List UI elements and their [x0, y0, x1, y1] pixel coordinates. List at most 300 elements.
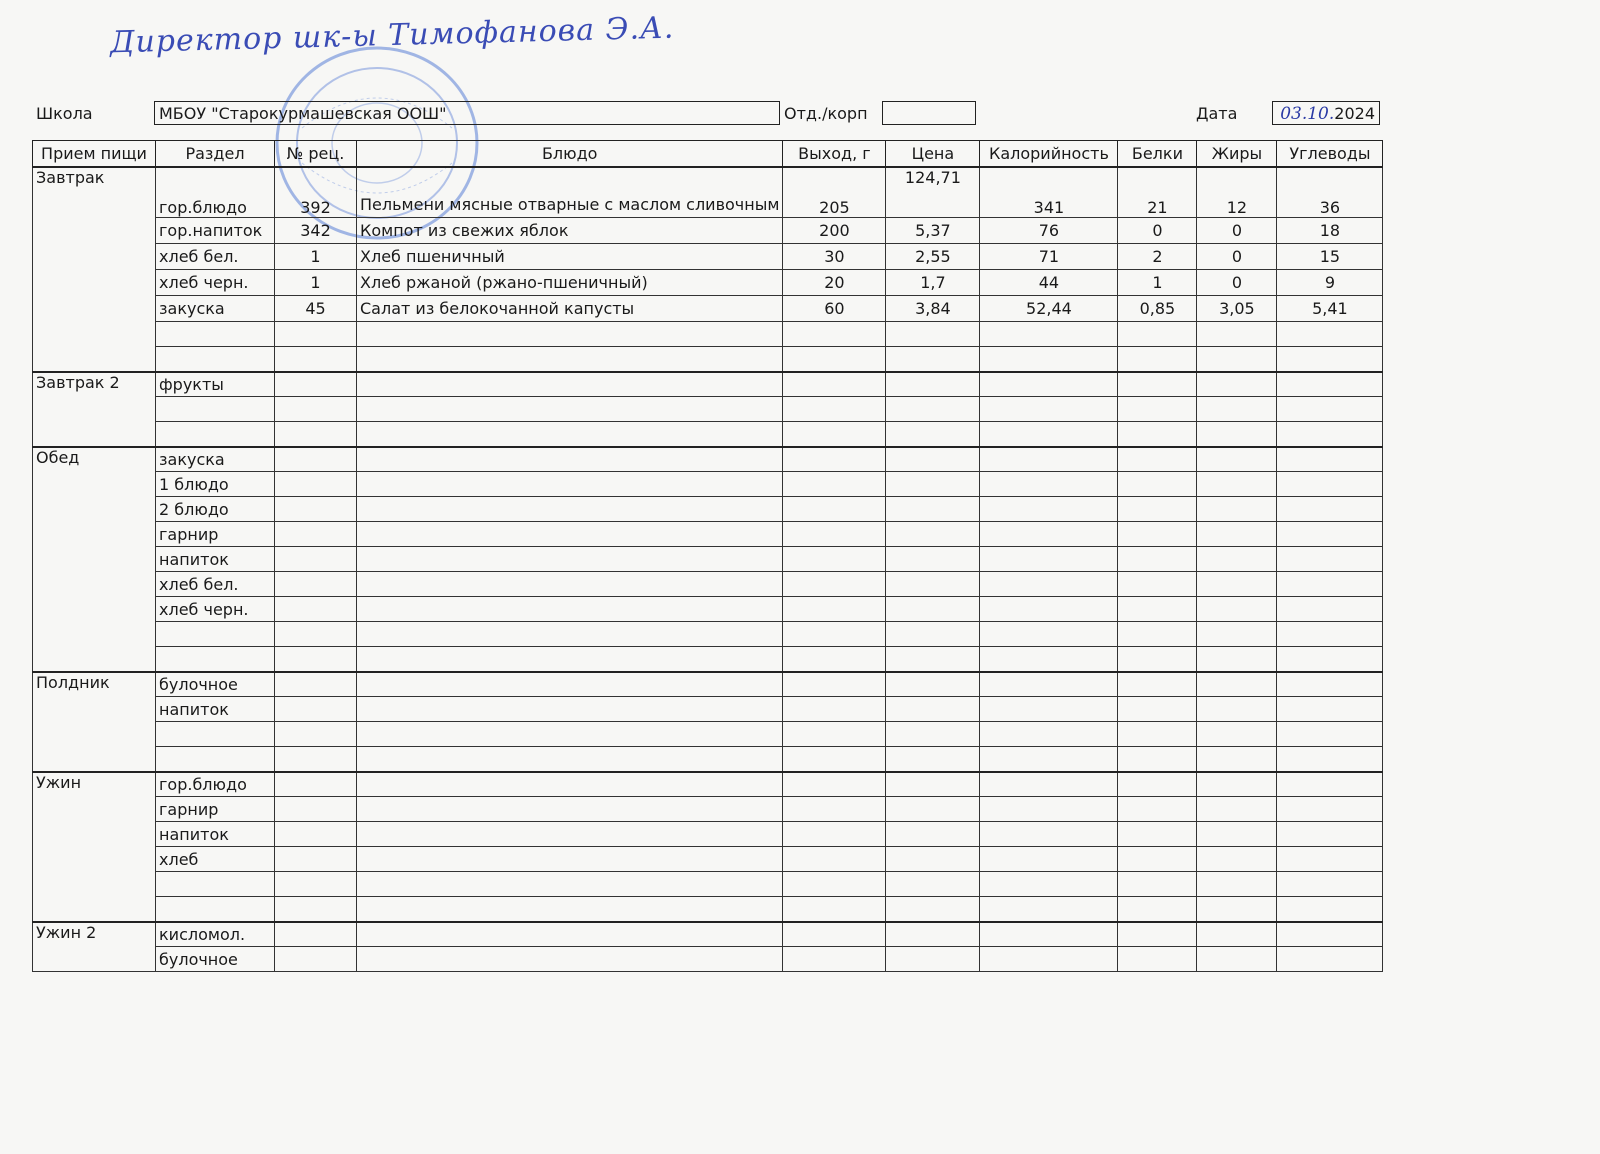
- carbs-cell[interactable]: [1277, 347, 1383, 372]
- meal-name-cell: Ужин: [33, 772, 156, 922]
- recipe-cell[interactable]: [275, 472, 357, 497]
- yield-cell[interactable]: 60: [783, 296, 886, 322]
- dish-cell[interactable]: [357, 647, 783, 672]
- yield-cell[interactable]: [783, 947, 886, 972]
- kcal-cell[interactable]: [980, 922, 1118, 947]
- carbs-cell[interactable]: [1277, 322, 1383, 347]
- recipe-cell[interactable]: [275, 797, 357, 822]
- fat-cell[interactable]: [1197, 597, 1277, 622]
- protein-cell[interactable]: 0: [1118, 218, 1197, 244]
- price-cell[interactable]: 1,7: [886, 270, 980, 296]
- section-cell[interactable]: [156, 747, 275, 772]
- carbs-cell[interactable]: [1277, 697, 1383, 722]
- recipe-cell[interactable]: [275, 572, 357, 597]
- carbs-cell[interactable]: [1277, 672, 1383, 697]
- protein-cell[interactable]: [1118, 822, 1197, 847]
- fat-cell[interactable]: [1197, 697, 1277, 722]
- table-row: [33, 372, 1383, 397]
- kcal-cell[interactable]: 76: [980, 218, 1118, 244]
- recipe-cell[interactable]: [275, 947, 357, 972]
- dish-cell[interactable]: [357, 572, 783, 597]
- fat-cell[interactable]: 12: [1197, 167, 1277, 218]
- kcal-cell[interactable]: 52,44: [980, 296, 1118, 322]
- kcal-cell[interactable]: [980, 547, 1118, 572]
- section-cell[interactable]: гарнир: [156, 522, 275, 547]
- table-row: [33, 922, 1383, 947]
- price-cell[interactable]: [886, 697, 980, 722]
- yield-cell[interactable]: [783, 672, 886, 697]
- price-cell[interactable]: [886, 597, 980, 622]
- price-cell[interactable]: 3,84: [886, 296, 980, 322]
- protein-cell[interactable]: [1118, 347, 1197, 372]
- recipe-cell[interactable]: [275, 922, 357, 947]
- fat-cell[interactable]: [1197, 747, 1277, 772]
- protein-cell[interactable]: [1118, 647, 1197, 672]
- kcal-cell[interactable]: [980, 672, 1118, 697]
- protein-cell[interactable]: 1: [1118, 270, 1197, 296]
- dish-cell[interactable]: [357, 322, 783, 347]
- price-cell[interactable]: [886, 647, 980, 672]
- price-cell[interactable]: [886, 322, 980, 347]
- kcal-cell[interactable]: [980, 347, 1118, 372]
- dish-cell[interactable]: [357, 522, 783, 547]
- kcal-cell[interactable]: 341: [980, 167, 1118, 218]
- kcal-cell[interactable]: [980, 497, 1118, 522]
- carbs-cell[interactable]: [1277, 922, 1383, 947]
- price-cell[interactable]: [886, 922, 980, 947]
- fat-cell[interactable]: 3,05: [1197, 296, 1277, 322]
- protein-cell[interactable]: 21: [1118, 167, 1197, 218]
- protein-cell[interactable]: [1118, 897, 1197, 922]
- fat-cell[interactable]: [1197, 372, 1277, 397]
- price-cell[interactable]: 5,37: [886, 218, 980, 244]
- fat-cell[interactable]: [1197, 822, 1277, 847]
- section-cell[interactable]: [156, 722, 275, 747]
- recipe-cell[interactable]: [275, 322, 357, 347]
- protein-cell[interactable]: [1118, 847, 1197, 872]
- carbs-cell[interactable]: [1277, 822, 1383, 847]
- dish-cell[interactable]: [357, 472, 783, 497]
- fat-cell[interactable]: [1197, 522, 1277, 547]
- carbs-cell[interactable]: [1277, 547, 1383, 572]
- dish-cell[interactable]: [357, 672, 783, 697]
- fat-cell[interactable]: [1197, 547, 1277, 572]
- protein-cell[interactable]: [1118, 772, 1197, 797]
- kcal-cell[interactable]: [980, 447, 1118, 472]
- section-cell[interactable]: гор.блюдо: [156, 167, 275, 218]
- protein-cell[interactable]: 0,85: [1118, 296, 1197, 322]
- recipe-cell[interactable]: [275, 397, 357, 422]
- section-cell[interactable]: булочное: [156, 947, 275, 972]
- price-cell[interactable]: [886, 672, 980, 697]
- recipe-cell[interactable]: [275, 447, 357, 472]
- section-cell[interactable]: хлеб черн.: [156, 270, 275, 296]
- protein-cell[interactable]: [1118, 397, 1197, 422]
- dish-cell[interactable]: [357, 747, 783, 772]
- section-cell[interactable]: хлеб: [156, 847, 275, 872]
- kcal-cell[interactable]: 71: [980, 244, 1118, 270]
- section-cell[interactable]: 1 блюдо: [156, 472, 275, 497]
- recipe-cell[interactable]: [275, 522, 357, 547]
- yield-cell[interactable]: [783, 347, 886, 372]
- fat-cell[interactable]: [1197, 672, 1277, 697]
- price-cell[interactable]: [886, 822, 980, 847]
- carbs-cell[interactable]: [1277, 622, 1383, 647]
- section-cell[interactable]: напиток: [156, 547, 275, 572]
- dish-cell[interactable]: [357, 872, 783, 897]
- yield-cell[interactable]: 205: [783, 167, 886, 218]
- recipe-cell[interactable]: [275, 547, 357, 572]
- dish-cell[interactable]: [357, 722, 783, 747]
- dish-cell[interactable]: Компот из свежих яблок: [357, 218, 783, 244]
- yield-cell[interactable]: 30: [783, 244, 886, 270]
- dish-cell[interactable]: [357, 797, 783, 822]
- fat-cell[interactable]: [1197, 622, 1277, 647]
- recipe-cell[interactable]: [275, 772, 357, 797]
- carbs-cell[interactable]: [1277, 572, 1383, 597]
- price-cell[interactable]: [886, 847, 980, 872]
- price-cell[interactable]: [886, 722, 980, 747]
- protein-cell[interactable]: [1118, 597, 1197, 622]
- yield-cell[interactable]: [783, 797, 886, 822]
- section-cell[interactable]: хлеб черн.: [156, 597, 275, 622]
- fat-cell[interactable]: 0: [1197, 218, 1277, 244]
- protein-cell[interactable]: [1118, 872, 1197, 897]
- recipe-cell[interactable]: [275, 422, 357, 447]
- fat-cell[interactable]: [1197, 722, 1277, 747]
- kcal-cell[interactable]: [980, 397, 1118, 422]
- protein-cell[interactable]: [1118, 572, 1197, 597]
- price-cell[interactable]: 2,55: [886, 244, 980, 270]
- school-name-field[interactable]: МБОУ "Старокурмашевская ООШ": [154, 101, 780, 125]
- col-fat: Жиры: [1197, 141, 1277, 167]
- section-cell[interactable]: [156, 897, 275, 922]
- yield-cell[interactable]: [783, 922, 886, 947]
- carbs-cell[interactable]: 18: [1277, 218, 1383, 244]
- price-cell[interactable]: [886, 797, 980, 822]
- recipe-cell[interactable]: [275, 747, 357, 772]
- price-cell[interactable]: 124,71: [886, 167, 980, 218]
- price-cell[interactable]: [886, 622, 980, 647]
- yield-cell[interactable]: [783, 747, 886, 772]
- price-cell[interactable]: [886, 947, 980, 972]
- yield-cell[interactable]: [783, 397, 886, 422]
- yield-cell[interactable]: [783, 622, 886, 647]
- protein-cell[interactable]: [1118, 622, 1197, 647]
- section-cell[interactable]: [156, 397, 275, 422]
- dish-cell[interactable]: [357, 397, 783, 422]
- carbs-cell[interactable]: [1277, 447, 1383, 472]
- protein-cell[interactable]: [1118, 747, 1197, 772]
- yield-cell[interactable]: [783, 697, 886, 722]
- fat-cell[interactable]: 0: [1197, 270, 1277, 296]
- price-cell[interactable]: [886, 422, 980, 447]
- price-cell[interactable]: [886, 772, 980, 797]
- fat-cell[interactable]: [1197, 772, 1277, 797]
- protein-cell[interactable]: [1118, 472, 1197, 497]
- section-cell[interactable]: [156, 422, 275, 447]
- protein-cell[interactable]: [1118, 797, 1197, 822]
- carbs-cell[interactable]: 5,41: [1277, 296, 1383, 322]
- kcal-cell[interactable]: 44: [980, 270, 1118, 296]
- section-cell[interactable]: напиток: [156, 697, 275, 722]
- recipe-cell[interactable]: [275, 697, 357, 722]
- kcal-cell[interactable]: [980, 847, 1118, 872]
- price-cell[interactable]: [886, 347, 980, 372]
- recipe-cell[interactable]: 1: [275, 270, 357, 296]
- carbs-cell[interactable]: [1277, 597, 1383, 622]
- carbs-cell[interactable]: [1277, 897, 1383, 922]
- kcal-cell[interactable]: [980, 722, 1118, 747]
- table-row: [33, 597, 1383, 622]
- dish-cell[interactable]: [357, 922, 783, 947]
- fat-cell[interactable]: [1197, 447, 1277, 472]
- fat-cell[interactable]: [1197, 472, 1277, 497]
- kcal-cell[interactable]: [980, 622, 1118, 647]
- meal-name-cell: Завтрак: [33, 167, 156, 372]
- price-cell[interactable]: [886, 472, 980, 497]
- carbs-cell[interactable]: [1277, 947, 1383, 972]
- table-row: [33, 947, 1383, 972]
- kcal-cell[interactable]: [980, 572, 1118, 597]
- table-row: [33, 872, 1383, 897]
- fat-cell[interactable]: [1197, 947, 1277, 972]
- yield-cell[interactable]: 20: [783, 270, 886, 296]
- yield-cell[interactable]: [783, 772, 886, 797]
- carbs-cell[interactable]: [1277, 747, 1383, 772]
- dish-cell[interactable]: [357, 597, 783, 622]
- dish-cell[interactable]: [357, 947, 783, 972]
- recipe-cell[interactable]: 392: [275, 167, 357, 218]
- date-field[interactable]: [1272, 101, 1380, 125]
- kcal-cell[interactable]: [980, 697, 1118, 722]
- recipe-cell[interactable]: [275, 822, 357, 847]
- recipe-cell[interactable]: [275, 672, 357, 697]
- yield-cell[interactable]: [783, 722, 886, 747]
- section-cell[interactable]: хлеб бел.: [156, 572, 275, 597]
- carbs-cell[interactable]: 36: [1277, 167, 1383, 218]
- recipe-cell[interactable]: 45: [275, 296, 357, 322]
- section-cell[interactable]: булочное: [156, 672, 275, 697]
- section-cell[interactable]: [156, 647, 275, 672]
- recipe-cell[interactable]: [275, 897, 357, 922]
- fat-cell[interactable]: [1197, 572, 1277, 597]
- dish-cell[interactable]: [357, 622, 783, 647]
- section-cell[interactable]: хлеб бел.: [156, 244, 275, 270]
- recipe-cell[interactable]: 342: [275, 218, 357, 244]
- kcal-cell[interactable]: [980, 797, 1118, 822]
- col-protein: Белки: [1118, 141, 1197, 167]
- dish-cell[interactable]: [357, 847, 783, 872]
- protein-cell[interactable]: [1118, 447, 1197, 472]
- dish-cell[interactable]: Салат из белокочанной капусты: [357, 296, 783, 322]
- fat-cell[interactable]: [1197, 497, 1277, 522]
- price-cell[interactable]: [886, 497, 980, 522]
- recipe-cell[interactable]: [275, 847, 357, 872]
- yield-cell[interactable]: [783, 897, 886, 922]
- section-cell[interactable]: [156, 347, 275, 372]
- table-row: [33, 747, 1383, 772]
- kcal-cell[interactable]: [980, 897, 1118, 922]
- yield-cell[interactable]: [783, 422, 886, 447]
- table-row: [33, 167, 1383, 218]
- recipe-cell[interactable]: [275, 372, 357, 397]
- price-cell[interactable]: [886, 522, 980, 547]
- recipe-cell[interactable]: [275, 497, 357, 522]
- fat-cell[interactable]: [1197, 797, 1277, 822]
- fat-cell[interactable]: [1197, 322, 1277, 347]
- recipe-cell[interactable]: [275, 647, 357, 672]
- carbs-cell[interactable]: [1277, 872, 1383, 897]
- price-cell[interactable]: [886, 897, 980, 922]
- recipe-cell[interactable]: [275, 347, 357, 372]
- dish-cell[interactable]: Пельмени мясные отварные с маслом сливочным: [357, 167, 783, 218]
- table-row: [33, 270, 1383, 296]
- carbs-cell[interactable]: [1277, 647, 1383, 672]
- carbs-cell[interactable]: 9: [1277, 270, 1383, 296]
- kcal-cell[interactable]: [980, 747, 1118, 772]
- section-cell[interactable]: [156, 322, 275, 347]
- carbs-cell[interactable]: [1277, 847, 1383, 872]
- section-cell[interactable]: закуска: [156, 296, 275, 322]
- dish-cell[interactable]: [357, 547, 783, 572]
- dish-cell[interactable]: [357, 822, 783, 847]
- section-cell[interactable]: 2 блюдо: [156, 497, 275, 522]
- protein-cell[interactable]: [1118, 422, 1197, 447]
- kcal-cell[interactable]: [980, 822, 1118, 847]
- yield-cell[interactable]: [783, 447, 886, 472]
- yield-cell[interactable]: [783, 372, 886, 397]
- kcal-cell[interactable]: [980, 872, 1118, 897]
- carbs-cell[interactable]: [1277, 397, 1383, 422]
- carbs-cell[interactable]: [1277, 372, 1383, 397]
- carbs-cell[interactable]: [1277, 497, 1383, 522]
- table-row: [33, 897, 1383, 922]
- price-cell[interactable]: [886, 447, 980, 472]
- yield-cell[interactable]: [783, 497, 886, 522]
- carbs-cell[interactable]: [1277, 722, 1383, 747]
- yield-cell[interactable]: [783, 522, 886, 547]
- yield-cell[interactable]: [783, 597, 886, 622]
- fat-cell[interactable]: [1197, 422, 1277, 447]
- col-section: Раздел: [156, 141, 275, 167]
- recipe-cell[interactable]: 1: [275, 244, 357, 270]
- kcal-cell[interactable]: [980, 422, 1118, 447]
- dish-cell[interactable]: [357, 347, 783, 372]
- table-row: [33, 397, 1383, 422]
- price-cell[interactable]: [886, 372, 980, 397]
- carbs-cell[interactable]: [1277, 472, 1383, 497]
- carbs-cell[interactable]: [1277, 772, 1383, 797]
- fat-cell[interactable]: [1197, 647, 1277, 672]
- dish-cell[interactable]: [357, 697, 783, 722]
- dish-cell[interactable]: [357, 447, 783, 472]
- yield-cell[interactable]: [783, 822, 886, 847]
- price-cell[interactable]: [886, 872, 980, 897]
- yield-cell[interactable]: [783, 847, 886, 872]
- fat-cell[interactable]: 0: [1197, 244, 1277, 270]
- protein-cell[interactable]: [1118, 497, 1197, 522]
- protein-cell[interactable]: [1118, 322, 1197, 347]
- kcal-cell[interactable]: [980, 597, 1118, 622]
- dish-cell[interactable]: [357, 372, 783, 397]
- dish-cell[interactable]: Хлеб пшеничный: [357, 244, 783, 270]
- dept-field[interactable]: [882, 101, 976, 125]
- section-cell[interactable]: фрукты: [156, 372, 275, 397]
- protein-cell[interactable]: [1118, 722, 1197, 747]
- yield-cell[interactable]: [783, 547, 886, 572]
- carbs-cell[interactable]: 15: [1277, 244, 1383, 270]
- section-cell[interactable]: гарнир: [156, 797, 275, 822]
- price-cell[interactable]: [886, 747, 980, 772]
- section-cell[interactable]: гор.напиток: [156, 218, 275, 244]
- dish-cell[interactable]: Хлеб ржаной (ржано-пшеничный): [357, 270, 783, 296]
- dish-cell[interactable]: [357, 897, 783, 922]
- yield-cell[interactable]: [783, 572, 886, 597]
- dish-cell[interactable]: [357, 772, 783, 797]
- fat-cell[interactable]: [1197, 397, 1277, 422]
- protein-cell[interactable]: 2: [1118, 244, 1197, 270]
- kcal-cell[interactable]: [980, 372, 1118, 397]
- carbs-cell[interactable]: [1277, 522, 1383, 547]
- yield-cell[interactable]: [783, 872, 886, 897]
- fat-cell[interactable]: [1197, 922, 1277, 947]
- yield-cell[interactable]: 200: [783, 218, 886, 244]
- yield-cell[interactable]: [783, 472, 886, 497]
- dish-cell[interactable]: [357, 422, 783, 447]
- kcal-cell[interactable]: [980, 472, 1118, 497]
- fat-cell[interactable]: [1197, 847, 1277, 872]
- section-cell[interactable]: гор.блюдо: [156, 772, 275, 797]
- recipe-cell[interactable]: [275, 597, 357, 622]
- section-cell[interactable]: напиток: [156, 822, 275, 847]
- protein-cell[interactable]: [1118, 672, 1197, 697]
- section-cell[interactable]: кисломол.: [156, 922, 275, 947]
- protein-cell[interactable]: [1118, 697, 1197, 722]
- yield-cell[interactable]: [783, 322, 886, 347]
- section-cell[interactable]: [156, 622, 275, 647]
- table-row: [33, 847, 1383, 872]
- dish-cell[interactable]: [357, 497, 783, 522]
- yield-cell[interactable]: [783, 647, 886, 672]
- kcal-cell[interactable]: [980, 647, 1118, 672]
- carbs-cell[interactable]: [1277, 422, 1383, 447]
- kcal-cell[interactable]: [980, 522, 1118, 547]
- protein-cell[interactable]: [1118, 372, 1197, 397]
- table-row: [33, 296, 1383, 322]
- section-cell[interactable]: закуска: [156, 447, 275, 472]
- price-cell[interactable]: [886, 572, 980, 597]
- fat-cell[interactable]: [1197, 347, 1277, 372]
- kcal-cell[interactable]: [980, 772, 1118, 797]
- recipe-cell[interactable]: [275, 872, 357, 897]
- fat-cell[interactable]: [1197, 872, 1277, 897]
- price-cell[interactable]: [886, 547, 980, 572]
- protein-cell[interactable]: [1118, 547, 1197, 572]
- price-cell[interactable]: [886, 397, 980, 422]
- kcal-cell[interactable]: [980, 947, 1118, 972]
- kcal-cell[interactable]: [980, 322, 1118, 347]
- recipe-cell[interactable]: [275, 722, 357, 747]
- section-cell[interactable]: [156, 872, 275, 897]
- recipe-cell[interactable]: [275, 622, 357, 647]
- carbs-cell[interactable]: [1277, 797, 1383, 822]
- table-row: [33, 822, 1383, 847]
- protein-cell[interactable]: [1118, 922, 1197, 947]
- fat-cell[interactable]: [1197, 897, 1277, 922]
- protein-cell[interactable]: [1118, 947, 1197, 972]
- protein-cell[interactable]: [1118, 522, 1197, 547]
